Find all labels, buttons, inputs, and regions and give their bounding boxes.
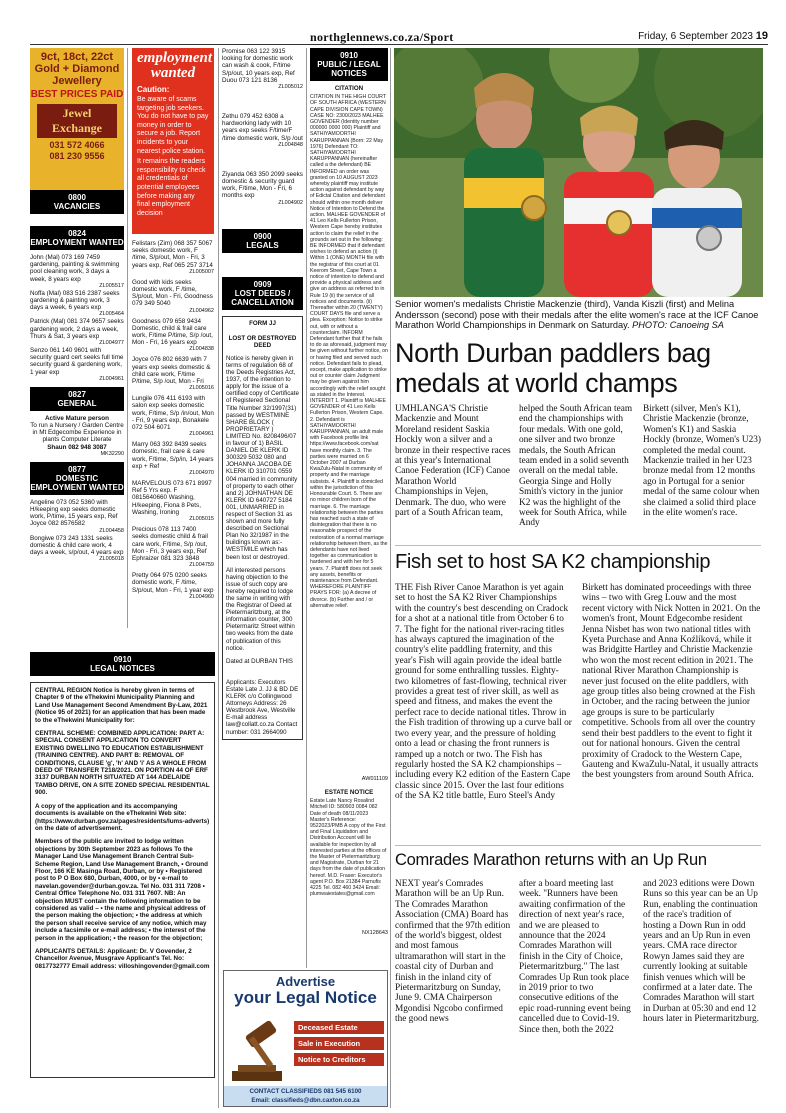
employment-wanted-warning: employment wanted Caution: Be aware of scams targeting job seekers. You do not have to pay money in order to secure a job. Report incidents to your nearest police station. It remains the readers responsibility to check all credentials of potential employees before making any final employment decision [132,48,214,234]
estate-ref: NX128643 [362,930,388,937]
classified-ad: Ziyanda 063 350 2099 seeks domestic & security guard work, F/time, Mon - Fri, 6 months exp ZL004902 [222,170,303,206]
classified-ad: Good with kids seeks domestic work, F /time, S/p/out, Mon - Fri, Goodness 079 349 5040 ZL004962 [132,278,214,314]
ad-line: BEST PRICES PAID [30,89,124,100]
page-number: 19 [755,30,768,42]
medalists-photo [394,48,763,297]
col4-notices [310,48,388,937]
section-lost-deeds: 0909 LOST DEEDS / CANCELLATION [222,277,303,310]
citation-heading: CITATION [334,85,364,92]
story2-col1: THE Fish River Canoe Marathon is yet again set to host the SA K2 River Championships with the country's best descending on Cradock for a shot at a national title from October 6 to 7. The fight for the national river-racing titles has always captured the imagination of the country's elite paddling fraternity, and this year's Fish will again provide the ideal battle ground for some enthralling tussles. Eighty-two kilometres of fast-flowing, technical river provides a great test of river skill, as well as speed and fitness, and makes the event the perfect race to decide national titles. Throw in the Fish tradition of throwing up a curve ball or two every year, and the pressure of holding onto a lead or chasing the front runners is ramped up a notch or two. The Fish has regularly hosted the SA K2 championships – including every K2 edition of the Eastern Cape classic since 2015. Over the last four editions of the SA K2 title battle, Euro Steel's Andy [395,583,572,802]
estate-heading: ESTATE NOTICE [324,789,374,797]
classified-ad: Zethu 079 452 6308 a hardworking lady with 10 years exp seeks F/time/F /time domestic work, S/p /out ZL004848 [222,113,303,148]
ad-line: Jewellery [52,75,102,87]
jewel-exchange-logo [37,104,117,138]
classified-ad: MARVELOUS 073 671 8997 Ref 5 Yrs exp. F 0815640660 Washing, H/keeping, Fiona 8 Pets, Washing, Ironing ZL005015 [132,480,214,523]
column-divider [390,48,391,1108]
col3-listings [222,48,303,740]
section-legals: 0900 LEGALS [222,229,303,253]
estate-body: Estate Late Nancy Rosalind Mitchell ID: 580903 0084 082 Date of death 08/11/2023 Master's Reference: 9522023/PMB A copy of the First and Final Liquidation and Distribution Account will lie available for inspection by all interested parties at the offices of the Master of Pietermaritzburg and Magistrate, Durban for 21 days from the date of publication hereof. M.D. Fraser: Executor's agent P.O. Box 21384 Parnufis 4225 Tel. 082 460 3424 Email: plumwaiestates@gmail.com [310,798,387,898]
classified-list [30,499,124,563]
section-vacancies: 0800 VACANCIES [30,190,124,214]
story3-headline: Comrades Marathon returns with an Up Run [395,851,707,869]
story1-headline: North Durban paddlers bag medals at world champs [395,338,711,398]
story2-headline: Fish set to host SA K2 championship [395,551,711,573]
general-ad: Active Mature person To run a Nursery / Garden Centre in Mt Edgecombe Experience in plants Computer Literate Shaun 082 948 3087 MK32290 [30,414,124,457]
classified-ad: Marry 063 392 8439 seeks domestic, frail care & care work, F/time, S/p/in, 14 years exp + Ref ZL004970 [132,441,214,477]
advertise-legal-notice-ad: Advertise your Legal Notice Deceased Estate Sale in Execution Notice to Creditors CONTACT CLASSIFIEDS 081 545 6100 Email: classifieds@dbn.caxton.co.za [223,970,388,1107]
classified-ad: Goodness 079 658 9434 Domestic, child & frail care work, F/time P/time, S/p /out, Mon - Fri, 16 years exp ZL004838 [132,317,214,353]
classified-ad: Bongiwe 073 243 1331 seeks domestic & child care work, 4 days a week, s/p/out, 4 years exp ZL005018 [30,534,124,563]
classified-ad: Joyce 076 802 6639 with 7 years exp seeks domestic & child care work, F/time P/time, S/p /out, Mon - Fri ZL005016 [132,356,214,392]
classified-ad: Pretty 064 975 0200 seeks domestic work, F /time, S/p/out, Mon - Fri, 1 year exp ZL004960 [132,572,214,600]
classified-list [30,254,124,383]
section-employment-wanted: 0824 EMPLOYMENT WANTED [30,226,124,250]
divider [395,545,761,546]
column-divider [218,48,219,1108]
citation-body: CITATION IN THE HIGH COURT OF SOUTH AFRICA (WESTERN CAPE DIVISION CAPE TOWN) CASE NO: 2300/2023 MALHEE GOVENDER (Identity number 000000 0000 000) Plaintiff and SATHIYAMOORTHI KARUPPANNAN (Born: 22 May 1976) Defendant TO: SATHIYAMOORTHI KARUPPANNAN (hereinafter called a the defendant) BE INFORMED an order was granted on 10 AUGUST 2023 whereby plaintiff may institute action against defendant by way of Edictal Citation and defendant should within one month deliver Notice of Intention to Defend the action. MALHEE GOVENDER of 41 Leo Kells Fullerton Prison, Western Cape hereby institutes action to claim the relief in the grounds set out in the following: BE INFORMED that if defendant wishes to defend an action (i) Within 1 (ONE) MONTH file with the registrar of this court at 01 Keerom Street, Cape Town a notice of intention to defend and provide a physical address and give an address as referred to in Rule 19 (ii) the service of all notices and documents. (ii) Thereafter within 20 (TWENTY) COURT DAYS file and serve a plea. Exception: Notice to strike out, with or without a counterclaim. INFORM Defendant further that if he fails to do as aforesaid, judgment may be given without further notice, on or having filed and served such notice. Defendant fails to plead, except, make application to strike out or counter claim Judgment may be given against him accordingly with the relief sought as stated in the Interest. INTERDIT 1. Plaintiff is MALHEE GOVENDER of 41 Leo Kells Fullerton Prison, Western Cape. 2. Defendant is SATHIYAMOORTHI KARUPPANNAN, an adult male with Facebook profile link https://www.facebook.com/sat have monthly claim. 3. The parties were married on 6 October 2007 at Durban KwaZulu-Natal in community of property and the marriage subsists. 4. Plaintiff is domiciled within the jurisdiction of this Honourable Court. 5. There are no minor children born of the marriage. 6. The marriage relationship between the parties has reached such a state of disintegration that there is no reasonable prospect of the restoration of a normal marriage relationship between them, as the defendants have not lived together as communication is hardened and with her for 5 years. 7. Plaintiff does not seek any assets, benefits or maintenance from Defendant. WHEREFORE PLAINTIFF PRAYS FOR: (a) A decree of divorce. (b) Further and / or alternative relief. [310,94,388,609]
logo-text: Exchange [51,121,102,135]
classified-ad: Promise 063 122 3915 looking for domestic work can wash & cook, F/time S/p/out, 10 years exp, Ref Duou 073 121 8136 ZL005012 [222,48,303,91]
divider [395,845,761,846]
logo-text: Jewel [62,106,92,120]
col2-listings [132,240,214,601]
citation-ref: AW011109 [361,776,388,783]
site-name: northglennews.co.za/Sport [310,30,454,44]
story1-col2: helped the South African team end the championships with four medals. With one gold, one silver and two bronze medals, the South African team ended in a solid seventh overall on the medal table. Georgia Singe and Holly Smith's victory in the junior K2 was the highlight of the week for South Africa, while Andy [519,404,633,529]
section-general: 0827 GENERAL [30,387,124,411]
column-divider [306,48,307,968]
story3-col1: NEXT year's Comrades Marathon will be an Up Run. The Comrades Marathon Association (CMA) Board has confirmed that the 97th edition of the world's biggest, oldest and most famous ultramarathon will start in the coastal city of Durban and finish in the inland city of Pietermaritzburg on Sunday, June 9. CMA Chairperson Mgondisi Ngcobo confirmed the good news [395,879,511,1025]
photo-credit: PHOTO: Canoeing SA [632,320,724,331]
classified-ad: Felistars (Zim) 068 357 5067 seeks domestic work, F /time, S/p/out, Mon - Fri, 3 years exp, Ref 065 257 3714 ZL005007 [132,240,214,275]
story2-col2: Birkett has dominated proceedings with three wins – two with Greg Louw and the most recent victory with Nick Notten in 2021. On the women's front, Mount Edgecombe resident Jenna Nisbet has won two national titles with Kyeta Purchase and Anna Koźlíková, while it was Bridgitte Hartley and Christie Mackenzie who won the most recent edition in 2021. The national River Marathon Championship is never just focused on the elite paddlers, with age group titles also being crowned at the Fish in October, and the racing between the junior age groups is sure to be particularly competitive. Schools from all over the country send their best paddlers to the event to fight it out for national honours. Given the central proximity of Cradock to the Western Cape, Gauteng and KwaZulu-Natal, it usually attracts the best youngsters from around South Africa. [582,583,761,781]
classified-ad: John (Mal) 073 169 7459 gardening, painting & swimming pool cleaning work, 3 days a week, 8 years exp ZL005517 [30,254,124,289]
ad-phone: 081 230 9556 [49,151,105,161]
story1-col3: Birkett (silver, Men's K1), Christie Mackenzie (bronze, Women's K1) and Saskia Hockly (bronze, Women's U23) completed the medal count. Mackenzie trailed in her U23 bronze medal from 12 months ago in Portugal for a senior medal of the same colour when she claimed a solid third place in the elite women's race. [643,404,761,519]
ad-item: Notice to Creditors [294,1053,384,1066]
classified-ad: Precious 078 113 7400 seeks domestic child & frail care work, F/time, S/p /out, Mon - Fri, 3 years exp, Ref Ephraizer 081 323 3848 ZL004759 [132,526,214,569]
section-public-legal: 0910 PUBLIC / LEGAL NOTICES [310,48,388,81]
story3-col2: after a board meeting last week. "Runners have been awaiting confirmation of the direction of next year's race, and we are pleased to announce that the 2024 Comrades Marathon will finish in the City of Choice, Pietermaritzburg." The last Comrades Up Run took place in 2019 prior to two consecutive editions of the epic road-running event being cancelled due to Covid-19. Since then, both the 2022 [519,879,631,1035]
story1-col1: UMHLANGA'S Christie Mackenzie and Mount Moreland resident Saskia Hockly won a silver and a bronze in their respective races at this year's International Canoe Federation (ICF) Canoe Marathon World Championships in Vejen, Denmark. The duo, who were part of a South African team, [395,404,511,519]
jewel-exchange-ad [30,48,124,192]
photo-illustration [394,48,763,297]
lost-deed-notice: FORM JJ LOST OR DESTROYED DEED Notice is hereby given in terms of regulation 68 of the Deeds Registries Act, 1937, of the intention to apply for the issue of a certified copy of Certificate of Registered Sectional Title Number 32/1997(31) passed by WESTMINE SHARE BLOCK ( PROPRIETARY ) LIMITED No. 8208496/07 in favour of 1) BASIL DANIEL DE KLERK ID 300329 5032 080 and JOHANNA JACOBA DE KLERK ID 310701 0559 004 married in community of property to each other and 2) JOHNATHAN DE KLERK ID 640727 5184 001, UNMARRIED in respect of Section 31 as shown and more fully described on Sectional Plan No 32/1987 in the buildings known as:- WESTMILE which has been lost or destroyed. All interested persons having objection to the issue of such copy are hereby required to lodge the same in writing with the Registrar of Deed at Pietermaritzburg, at the information counter, 300 Pietermaritz Street within two weeks from the date of publication of this notice. Dated at DURBAN THIS Applicants: Executors Estate Late J. JJ & BD DE KLERK c/o Collingwood Attorneys Address: 26 Westbrook Ave, Westville E-mail address law@collatt.co.za Contact number: 031 2664090 [222,316,303,740]
section-domestic: 0877 DOMESTIC EMPLOYMENT WANTED [30,462,124,495]
page-header [0,0,786,46]
ad-item: Sale in Execution [294,1037,384,1050]
photo-caption: Senior women's medalists Christie Mackenzie (third), Vanda Kiszli (first) and Melina Andersson (second) pose with their medals after the elite women's race at the ICF Canoe Marathon World Championships in Denmark on Saturday. PHOTO: Canoeing SA [395,299,759,331]
legal-notice-box: CENTRAL REGION Notice is hereby given in terms of Chapter 9 of the eThekwini Municipality Planning and Land Use Management Second Amendment By-Law, 2021 (Notice 95 of 2021) for an application that has been made to the eThekwini Municipality for: CENTRAL SCHEME: COMBINED APPLICATION: PART A: SPECIAL CONSENT APPLICATION TO CONVERT EXISTING DWELLING TO EDUCATION ESTABLISHMENT (TRAINING CENTRE). AND PART B: REMOVAL OF CONDITIONS, CLAUSE 'g', 'h' AND 'i' AS A WHOLE FROM DEED OF TRANSFER T218/2021. ON PORTION 44 OF ERF 3137 DURBAN NORTH SITUATED AT 144 ADELAIDE TAMBO DRIVE, ON A SITE ZONED SPECIAL RESIDENTIAL 900. A copy of the application and its accompanying documents is available on the eThekwini Web site: (https://www.durban.gov.za/pages/residents/lums-adverts) on the date of advertisement. Members of the public are invited to lodge written objections by 30th September 2023 as follows To the Manager Land Use Management Branch Central Sub-Scheme Region, Land Use Management Branch, • Ground Floor, 166 KE Masinga Road, Durban, or by • Registered post to P O Box 680, Durban, 4000, or by • e-mail to navelan.govender@durban.gov.za. Tel No. 031 311 7208 • Central Office Telephone No. 031 311 7607. NB: An objection MUST contain the following information to be considered as valid – • the name and physical address of the person making the objection; • the address at which the person shall receive service of any notice, which may include a facsimile or e-mail address; • the interest of the person in the application; • the reason for the objection; APPLICANTS DETAILS: Applicant: Dr. V Govender, 2 Chancellor Avenue, Musgrave Applicant's Tel. No: 0817732777 Email address: villoshingovender@gmail.com [30,682,215,1078]
classified-ad: Noffa (Mal) 083 516 2387 seeks gardening & painting work, 3 days a week, 6 years exp ZL005464 [30,289,124,318]
column-divider [127,48,128,628]
classified-ad: Patrick (Mal) 081 374 9657 seeks gardening work, 2 days a week, Thurs & Sat, 3 years exp ZL004977 [30,318,124,347]
ad-line: 9ct, 18ct, 22ct [40,51,114,63]
classified-ad: Lungile 076 411 6193 with salon exp seeks domestic work, F/time, S/p /in/out, Mon - Fri, 9 years exp, Bonakele 072 504 6071 ZL004961 [132,395,214,438]
classified-ad: Senzo 061 140 9601 with security guard cert seeks full time security guard & gardening work, 1 year exp ZL004961 [30,347,124,382]
header-rule [30,44,768,45]
story3-col3: and 2023 editions were Down Runs so this year can be an Up Run, enabling the continuation of the race's tradition of hosting a Down Run in odd years and an Up Run in even years. CMA race director Rowyn James said they are currently looking at suitable finish venues which will be confirmed at a later date. The Comrades Marathon will start in Durban at 05:30 and end 12 hours later in Pietermaritzburg. [643,879,760,1025]
legal-notices-block [30,652,215,1078]
section-legal-notices: 0910 LEGAL NOTICES [30,652,215,676]
col1-listings [30,190,124,563]
gavel-icon [228,1013,292,1085]
ad-phone: 031 572 4066 [49,140,105,150]
classified-ad: Angeline 073 052 5360 with H/keeping exp seeks domestic work, P/time, 15 years exp, Ref Joyce 082 8576582 ZL004458 [30,498,124,534]
ad-item: Deceased Estate [294,1021,384,1034]
page-date: Friday, 6 September 2023 19 [638,30,768,42]
ad-line: Gold + Diamond [34,63,120,75]
ad-contact: CONTACT CLASSIFIEDS 081 545 6100 Email: classifieds@dbn.caxton.co.za [224,1086,387,1106]
